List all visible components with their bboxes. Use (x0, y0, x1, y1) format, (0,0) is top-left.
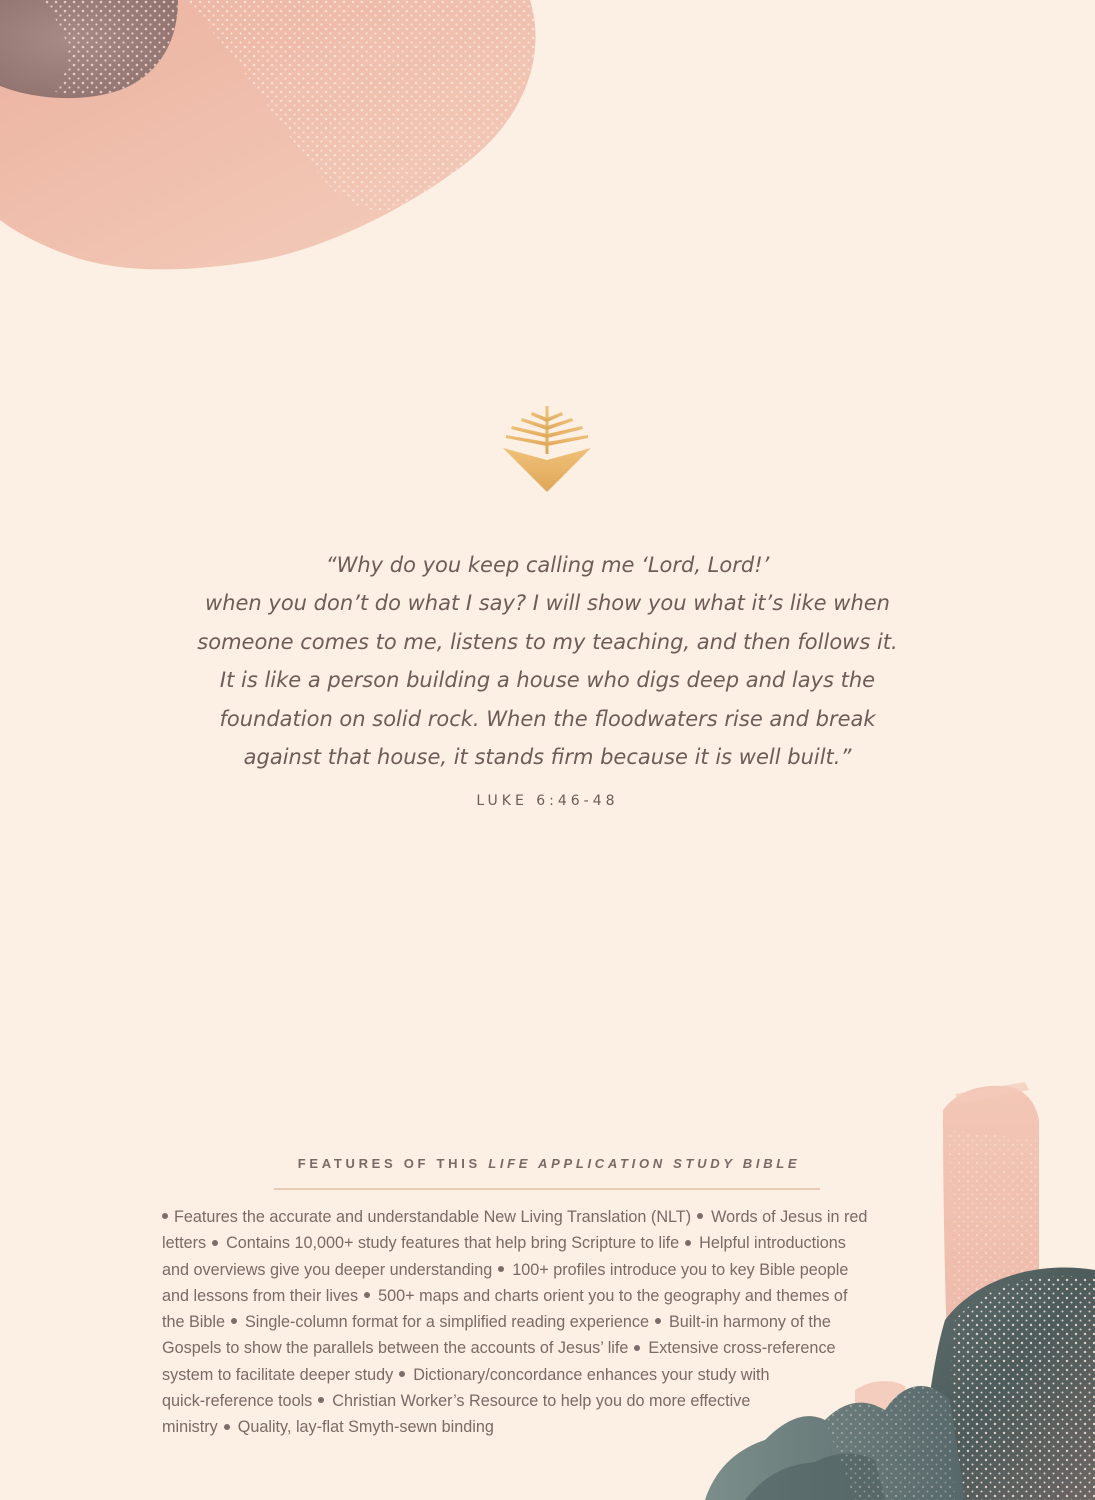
bullet-icon (498, 1266, 504, 1272)
bullet-icon (231, 1318, 237, 1324)
feature-item: Extensive cross-reference (648, 1339, 836, 1358)
quote-line: “Why do you keep calling me ‘Lord, Lord!’ (325, 553, 770, 577)
quote-line: It is like a person building a house who digs deep and lays the (219, 668, 876, 693)
bullet-icon (655, 1318, 661, 1324)
bullet-icon (685, 1240, 691, 1246)
feature-item: Features the accurate and understandable New Living Translation (NLT) (174, 1208, 692, 1226)
features-heading-book-title: LIFE APPLICATION STUDY BIBLE (488, 1156, 801, 1171)
tree-arrow-emblem-icon (500, 402, 595, 494)
feature-item: and overviews give you deeper understanding (162, 1260, 493, 1279)
features-heading-prefix: FEATURES OF THIS (297, 1156, 481, 1171)
feature-item: Gospels to show the parallels between the accounts of Jesus’ life (162, 1339, 629, 1358)
feature-item: quick-reference tools (162, 1392, 313, 1411)
feature-item: ministry (162, 1418, 218, 1437)
feature-item: letters (162, 1234, 207, 1253)
watercolor-top-decoration (0, 0, 560, 280)
scripture-reference: LUKE 6:46-48 (476, 793, 619, 809)
feature-item: Christian Worker’s Resource to help you do more effective (332, 1392, 751, 1411)
feature-item: system to facilitate deeper study (162, 1365, 394, 1384)
feature-item: Words of Jesus in red (711, 1208, 868, 1226)
feature-item: Single-column format for a simplified reading experience (245, 1313, 649, 1332)
bullet-icon (162, 1213, 168, 1219)
quote-line: against that house, it stands firm because it is well built.” (243, 745, 852, 770)
bullet-icon (212, 1240, 218, 1246)
scripture-quote (130, 546, 965, 776)
bullet-icon (697, 1213, 703, 1219)
feature-item: the Bible (162, 1313, 225, 1332)
bullet-icon (399, 1371, 405, 1377)
feature-item: and lessons from their lives (162, 1286, 359, 1305)
feature-item: Quality, lay-flat Smyth-sewn binding (237, 1418, 494, 1437)
watercolor-bottom-decoration (705, 1080, 1095, 1500)
feature-item: 500+ maps and charts orient you to the geography and themes of (378, 1286, 848, 1305)
bullet-icon (224, 1424, 230, 1430)
bullet-icon (634, 1345, 640, 1351)
feature-item: Built-in harmony of the (668, 1313, 831, 1332)
bullet-icon (364, 1292, 370, 1298)
feature-item: Contains 10,000+ study features that help bring Scripture to life (226, 1234, 680, 1253)
quote-line: someone comes to me, listens to my teaching, and then follows it. (197, 629, 898, 654)
feature-item: Dictionary/concordance enhances your study with (413, 1365, 770, 1384)
bullet-icon (318, 1397, 324, 1403)
feature-item: Helpful introductions (699, 1234, 846, 1253)
quote-line: foundation on solid rock. When the floodwaters rise and break (219, 706, 876, 731)
quote-line: when you don’t do what I say? I will show you what it’s like when (205, 591, 890, 616)
feature-item: 100+ profiles introduce you to key Bible people (512, 1260, 849, 1279)
